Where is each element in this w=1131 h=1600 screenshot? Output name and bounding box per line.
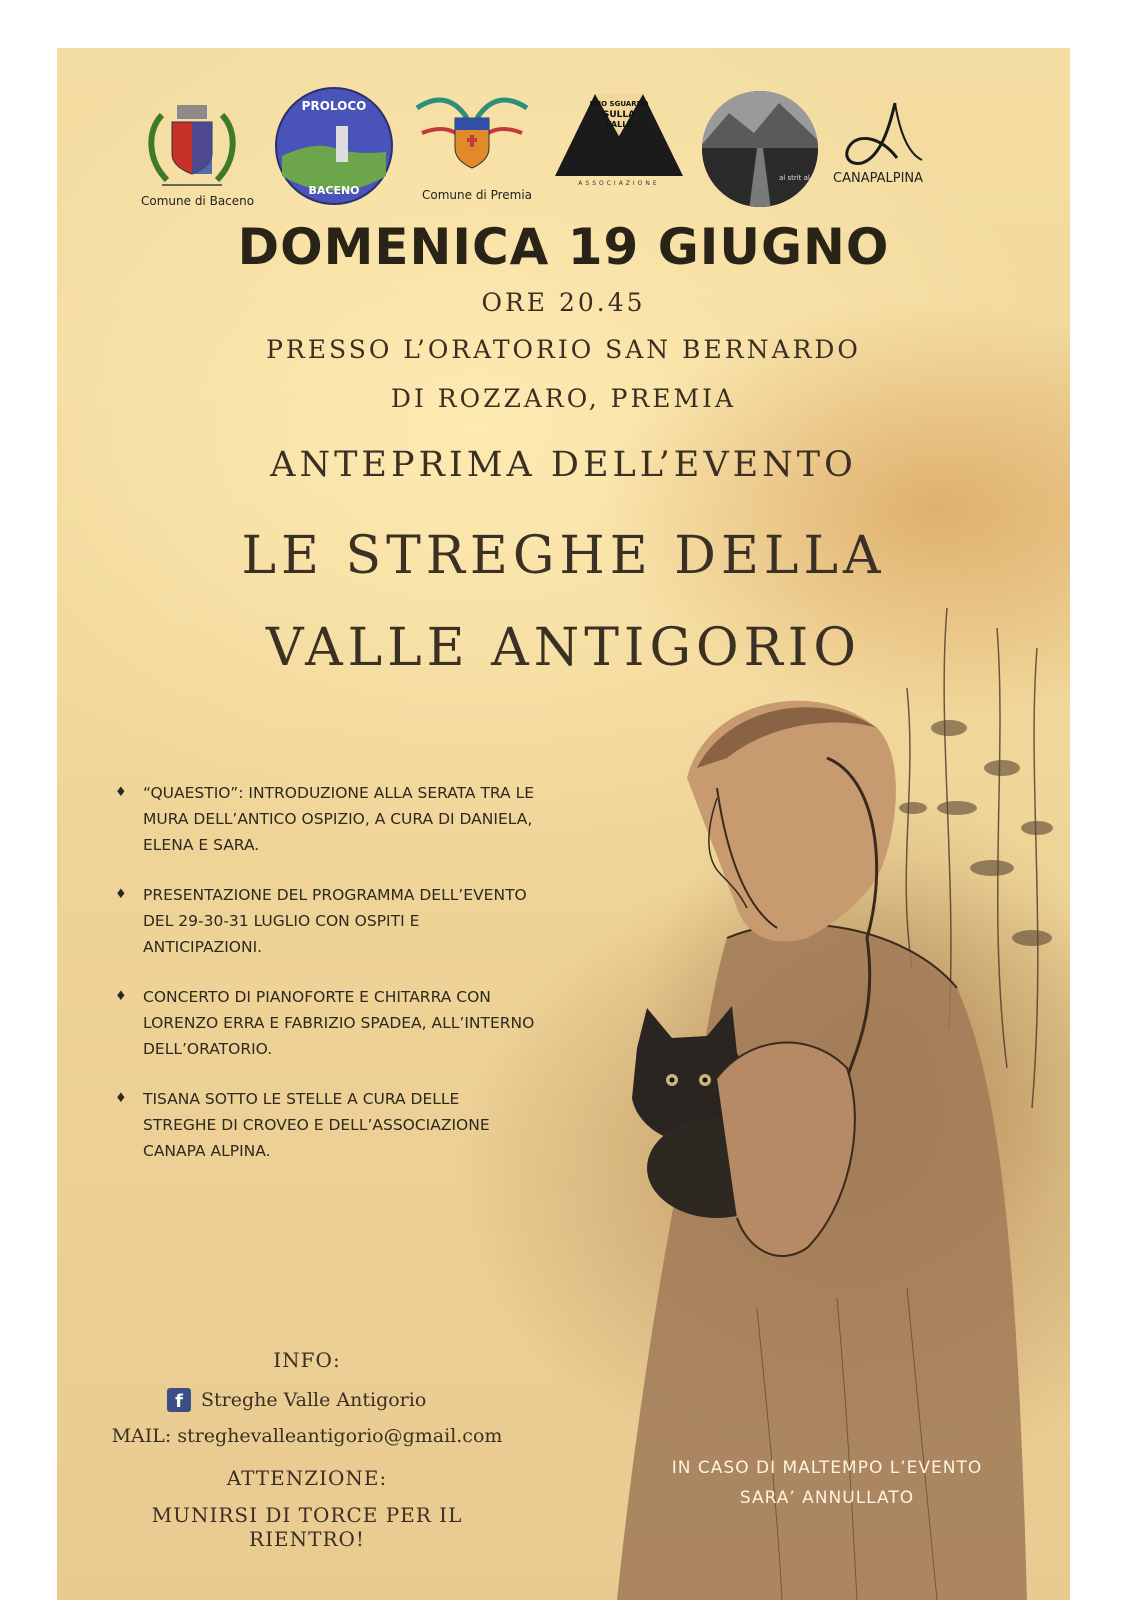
svg-text:SULLA: SULLA — [602, 110, 636, 120]
facebook-icon: f — [167, 1388, 191, 1412]
poster — [57, 48, 1070, 1600]
svg-text:UNO SGUARDO: UNO SGUARDO — [589, 100, 649, 108]
info-title: INFO: — [273, 1348, 341, 1372]
round-logo-text: al strit al Cal — [779, 174, 821, 182]
event-time: ORE 20.45 — [481, 288, 646, 317]
canapalpina-caption: CANAPALPINA — [833, 171, 924, 186]
comune-premia-logo — [407, 88, 537, 188]
diamond-bullet-icon: ♦ — [115, 785, 127, 800]
woman-with-cat-illustration — [577, 608, 1070, 1600]
comune-baceno-logo — [137, 100, 247, 200]
svg-text:VALLE: VALLE — [605, 120, 633, 129]
premia-caption: Comune di Premia — [422, 188, 533, 202]
program-item: ♦ “QUAESTIO”: INTRODUZIONE ALLA SERATA TRA LE MURA DELL’ANTICO OSPIZIO, A CURA DI DANIELA, ELENA E SARA. — [115, 780, 535, 858]
diamond-bullet-icon: ♦ — [115, 989, 127, 1004]
proloco-top-text: PROLOCO — [301, 99, 367, 113]
contact-mail[interactable]: MAIL: streghevalleantigorio@gmail.com — [111, 1425, 503, 1447]
facebook-page-name: Streghe Valle Antigorio — [201, 1389, 427, 1411]
program-item: ♦ TISANA SOTTO LE STELLE A CURA DELLE STREGHE DI CROVEO E DELL’ASSOCIAZIONE CANAPA ALPINA. — [115, 1086, 535, 1164]
uno-sguardo-sub: ASSOCIAZIONE — [578, 180, 660, 186]
event-title-line2: VALLE ANTIGORIO — [266, 618, 861, 678]
event-preview-label: ANTEPRIMA DELL’EVENTO — [270, 445, 857, 485]
program-item: ♦ CONCERTO DI PIANOFORTE E CHITARRA CON LORENZO ERRA E FABRIZIO SPADEA, ALL’INTERNO DELL’ORATORIO. — [115, 984, 535, 1062]
attention-label: ATTENZIONE: — [226, 1466, 388, 1490]
facebook-link[interactable] — [167, 1385, 426, 1415]
round-photo-logo — [699, 88, 821, 210]
event-date-headline: DOMENICA 19 GIUGNO — [237, 218, 890, 276]
logo-row — [57, 48, 1070, 218]
weather-notice-line2: SARA’ ANNULLATO — [739, 1488, 915, 1508]
diamond-bullet-icon: ♦ — [115, 1091, 127, 1106]
torch-warning: MUNIRSI DI TORCE PER IL RIENTRO! — [151, 1503, 463, 1551]
diamond-bullet-icon: ♦ — [115, 887, 127, 902]
event-place-line1: PRESSO L’ORATORIO SAN BERNARDO — [266, 335, 861, 364]
event-place-line2: DI ROZZARO, PREMIA — [390, 384, 737, 413]
weather-notice-line1: IN CASO DI MALTEMPO L’EVENTO — [671, 1458, 983, 1478]
program-item: ♦ PRESENTAZIONE DEL PROGRAMMA DELL’EVENTO DEL 29-30-31 LUGLIO CON OSPITI E ANTICIPAZIONI. — [115, 882, 535, 960]
baceno-caption: Comune di Baceno — [141, 194, 255, 208]
proloco-baceno-logo — [274, 86, 394, 206]
program-list — [115, 780, 535, 1188]
proloco-bottom-text: BACENO — [308, 184, 360, 197]
uno-sguardo-logo — [553, 86, 685, 186]
event-title-line1: LE STREGHE DELLA — [241, 526, 886, 586]
